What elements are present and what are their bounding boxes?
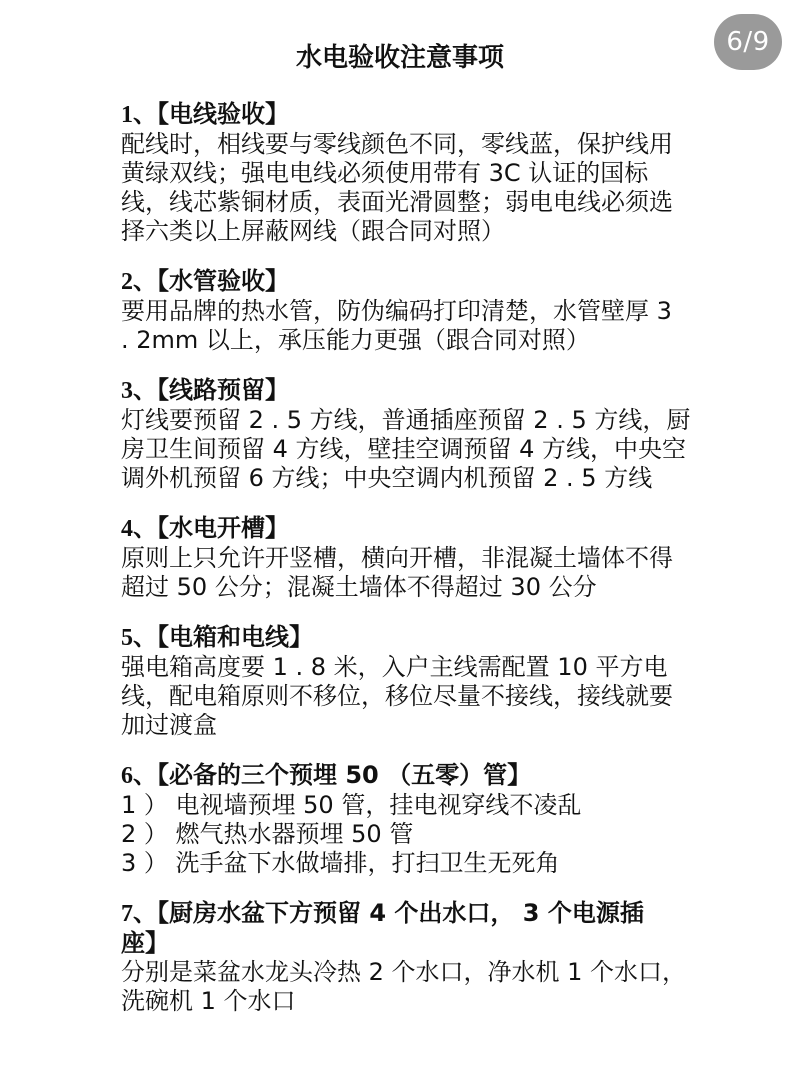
section-line: 房卫生间预留 4 方线，壁挂空调预留 4 方线，中央空 [121, 435, 687, 463]
section-heading-continued: 座】 [121, 929, 169, 957]
section-line: 超过 50 公分；混凝土墙体不得超过 30 公分 [121, 573, 597, 601]
section-heading [121, 100, 696, 130]
list-item: 2 ） 燃气热水器预埋 50 管 [121, 820, 414, 848]
section-number: 1、 [121, 102, 157, 128]
section-line: 要用品牌的热水管，防伪编码打印清楚，水管壁厚 3 [121, 297, 672, 325]
section-heading-text: 【线路预留】 [157, 376, 289, 404]
section-line: 线，线芯紫铜材质，表面光滑圆整；弱电电线必须选 [121, 188, 673, 216]
section-heading [121, 514, 696, 544]
section-number: 7、 [121, 901, 157, 927]
section-heading-text: 【水电开槽】 [157, 514, 289, 542]
section-heading [121, 761, 696, 791]
section-line: 强电箱高度要 1 . 8 米，入户主线需配置 10 平方电 [121, 653, 668, 681]
section-embedded-pipes [121, 761, 696, 878]
section-wall-grooving [121, 514, 696, 602]
section-wire-inspection [121, 100, 696, 246]
section-line: 分别是菜盆水龙头冷热 2 个水口，净水机 1 个水口， [121, 958, 687, 986]
section-heading-text: 【电线验收】 [157, 100, 289, 128]
section-line: 线，配电箱原则不移位，移位尽量不接线，接线就要 [121, 682, 673, 710]
section-line: 配线时，相线要与零线颜色不同，零线蓝，保护线用 [121, 130, 673, 158]
section-line: 洗碗机 1 个水口 [121, 987, 296, 1015]
document-body [121, 100, 696, 1037]
section-electrical-box [121, 623, 696, 740]
section-line: 调外机预留 6 方线；中央空调内机预留 2 . 5 方线 [121, 464, 653, 492]
section-heading-text: 【水管验收】 [157, 267, 289, 295]
page-counter-badge: 6/9 [714, 14, 782, 70]
section-line: 原则上只允许开竖槽，横向开槽，非混凝土墙体不得 [121, 544, 673, 572]
section-heading-text: 【必备的三个预埋 50 （五零）管】 [157, 761, 532, 789]
section-line: 加过渡盒 [121, 711, 217, 739]
section-heading [121, 376, 696, 406]
section-heading-text: 【电箱和电线】 [157, 623, 313, 651]
document-title: 水电验收注意事项 [295, 43, 504, 73]
section-line: 黄绿双线；强电电线必须使用带有 3C 认证的国标 [121, 159, 649, 187]
section-number: 3、 [121, 378, 157, 404]
section-heading [121, 267, 696, 297]
section-line: 择六类以上屏蔽网线（跟合同对照） [121, 217, 505, 245]
section-line: . 2mm 以上，承压能力更强（跟合同对照） [121, 326, 590, 354]
list-item: 1 ） 电视墙预埋 50 管，挂电视穿线不凌乱 [121, 791, 582, 819]
section-kitchen-sink [121, 899, 696, 1016]
section-heading [121, 623, 696, 653]
section-heading [121, 899, 696, 929]
list-item: 3 ） 洗手盆下水做墙排，打扫卫生无死角 [121, 849, 560, 877]
section-pipe-inspection [121, 267, 696, 355]
section-circuit-reservation [121, 376, 696, 493]
section-number: 5、 [121, 625, 157, 651]
section-heading-text: 【厨房水盆下方预留 4 个出水口， 3 个电源插 [157, 899, 644, 927]
section-line: 灯线要预留 2 . 5 方线，普通插座预留 2 . 5 方线，厨 [121, 406, 691, 434]
section-number: 4、 [121, 516, 157, 542]
embedded-pipe-list [121, 791, 696, 878]
section-number: 6、 [121, 763, 157, 789]
section-number: 2、 [121, 269, 157, 295]
